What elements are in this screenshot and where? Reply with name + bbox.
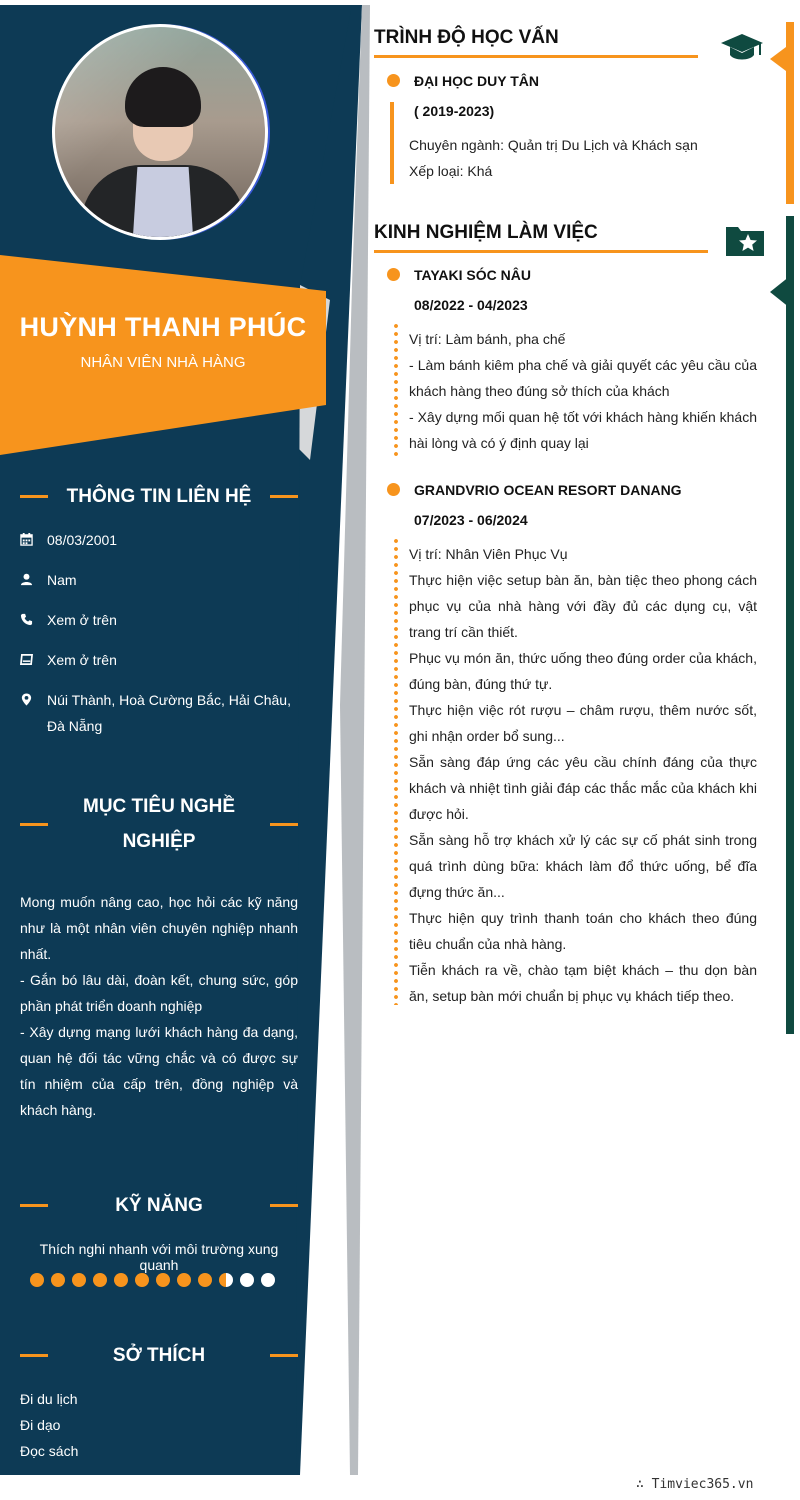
site-watermark[interactable]: ∴ Timviec365.vn bbox=[636, 1477, 754, 1492]
job-company: TAYAKI SÓC NÂU bbox=[414, 267, 531, 283]
skill-dot bbox=[240, 1273, 254, 1287]
right-edge-marker bbox=[770, 276, 790, 308]
job-line: Thực hiện quy trình thanh toán cho khách theo đúng tiêu chuẩn của nhà hàng. bbox=[409, 910, 757, 952]
skill-name: Thích nghi nhanh với môi trường xung quanh bbox=[39, 1241, 279, 1273]
right-edge-marker bbox=[770, 44, 790, 74]
objective-section-title: MỤC TIÊU NGHỀ NGHIỆP bbox=[20, 789, 298, 859]
education-major: Chuyên ngành: Quản trị Du Lịch và Khách sạn bbox=[409, 137, 698, 153]
candidate-name: HUỲNH THANH PHÚC bbox=[19, 312, 307, 342]
job-line: - Xây dựng mối quan hệ tốt với khách hàng khiến khách hài lòng và có ý định quay lại bbox=[409, 409, 757, 451]
job-company: GRANDVRIO OCEAN RESORT DANANG bbox=[414, 482, 682, 498]
folder-star-icon bbox=[725, 223, 765, 257]
skill-dot bbox=[30, 1273, 44, 1287]
skill-dot bbox=[93, 1273, 107, 1287]
job-line: Vị trí: Làm bánh, pha chế bbox=[409, 331, 566, 347]
job-line: Phục vụ món ăn, thức uống theo đúng order của khách, đúng bàn, đúng thứ tự. bbox=[409, 650, 757, 692]
phone-icon bbox=[20, 607, 47, 635]
candidate-role: NHÂN VIÊN NHÀ HÀNG bbox=[80, 354, 246, 371]
job-line: Tiễn khách ra về, chào tạm biệt khách – thu dọn bàn ăn, setup bàn mới chuẩn bị phục vụ khách tiếp theo. bbox=[409, 962, 757, 1004]
timeline-bullet bbox=[387, 483, 400, 496]
contact-birthday: 08/03/2001 bbox=[20, 527, 305, 555]
skill-dot bbox=[261, 1273, 275, 1287]
job-line: Thực hiện việc rót rượu – châm rượu, thêm nước sốt, ghi nhận order bổ sung... bbox=[409, 702, 757, 744]
skill-dot bbox=[198, 1273, 212, 1287]
timeline-bar bbox=[390, 102, 394, 184]
job-period: 08/2022 - 04/2023 bbox=[414, 297, 528, 313]
contact-phone: Xem ở trên bbox=[20, 607, 305, 635]
location-icon bbox=[20, 687, 47, 739]
timeline-dotted-bar bbox=[394, 322, 398, 458]
objective-text: Mong muốn nâng cao, học hỏi các kỹ năng như là một nhân viên chuyên nghiệp nhanh nhất. - Gắn bó lâu dài, đoàn kết, chung sức, góp phần phát triển doanh nghiệp - Xây dựng mạng lưới khách hàng đa dạng, quan hệ đối tác vững chắc và có được sự tín nhiệm của cấp trên, đồng nghiệp và khách hàng. bbox=[20, 894, 298, 1118]
hobby-item: Đi dạo bbox=[20, 1417, 61, 1433]
job-line: Sẵn sàng hỗ trợ khách xử lý các sự cố phát sinh trong quá trình dùng bữa: khách làm đổ thức uống, bể đĩa đựng thức ăn... bbox=[409, 832, 757, 900]
skill-dot bbox=[135, 1273, 149, 1287]
experience-section-title: KINH NGHIỆM LÀM VIỆC bbox=[374, 222, 598, 243]
education-details bbox=[409, 132, 757, 184]
skill-dot bbox=[156, 1273, 170, 1287]
title-dash bbox=[20, 1354, 48, 1357]
job-period: 07/2023 - 06/2024 bbox=[414, 512, 528, 528]
school-period: ( 2019-2023) bbox=[414, 103, 495, 119]
hobbies-section-title: SỞ THÍCH bbox=[20, 1338, 298, 1373]
title-dash bbox=[20, 495, 48, 498]
section-underline bbox=[374, 250, 708, 253]
job-line: Thực hiện việc setup bàn ăn, bàn tiệc theo phong cách phục vụ của nhà hàng với đầy đủ các dụng cụ, vật trang trí cần thiết. bbox=[409, 572, 757, 640]
timeline-bullet bbox=[387, 74, 400, 87]
right-edge-stripe bbox=[786, 216, 794, 1034]
title-dash bbox=[270, 1354, 298, 1357]
education-grade: Xếp loại: Khá bbox=[409, 163, 493, 179]
skills-section-title: KỸ NĂNG bbox=[20, 1188, 298, 1223]
hobby-item: Đọc sách bbox=[20, 1443, 79, 1459]
skill-dot bbox=[114, 1273, 128, 1287]
contact-email: Xem ở trên bbox=[20, 647, 305, 675]
graduation-cap-icon bbox=[720, 32, 764, 62]
school-name: ĐẠI HỌC DUY TÂN bbox=[414, 73, 539, 89]
contact-section-title: THÔNG TIN LIÊN HỆ bbox=[20, 479, 298, 514]
timeline-bullet bbox=[387, 268, 400, 281]
hobby-item: Đi du lịch bbox=[20, 1391, 78, 1407]
title-dash bbox=[270, 1204, 298, 1207]
contact-address: Núi Thành, Hoà Cường Bắc, Hải Châu, Đà Nẵng bbox=[20, 687, 305, 739]
job-description bbox=[409, 541, 757, 1009]
skill-rating bbox=[30, 1273, 275, 1287]
skill-dot bbox=[219, 1273, 233, 1287]
calendar-icon bbox=[20, 527, 47, 555]
skill-dot bbox=[51, 1273, 65, 1287]
job-description bbox=[409, 326, 757, 456]
user-icon bbox=[20, 567, 47, 595]
title-dash bbox=[270, 823, 298, 826]
contact-gender: Nam bbox=[20, 567, 305, 595]
avatar bbox=[52, 24, 268, 240]
education-section-title: TRÌNH ĐỘ HỌC VẤN bbox=[374, 27, 559, 48]
job-line: - Làm bánh kiêm pha chế và giải quyết các yêu cầu của khách hàng theo đúng sở thích của khách bbox=[409, 357, 757, 399]
section-underline bbox=[374, 55, 698, 58]
title-dash bbox=[20, 1204, 48, 1207]
title-dash bbox=[270, 495, 298, 498]
timeline-dotted-bar bbox=[394, 537, 398, 1005]
skill-dot bbox=[72, 1273, 86, 1287]
skill-dot bbox=[177, 1273, 191, 1287]
hobbies-list bbox=[20, 1386, 78, 1464]
job-line: Sẵn sàng đáp ứng các yêu cầu chính đáng của thực khách và nhiệt tình giải đáp các thắc mắc của khách khi được hỏi. bbox=[409, 754, 757, 822]
title-dash bbox=[20, 823, 48, 826]
email-icon bbox=[20, 647, 47, 675]
job-line: Vị trí: Nhân Viên Phục Vụ bbox=[409, 546, 568, 562]
